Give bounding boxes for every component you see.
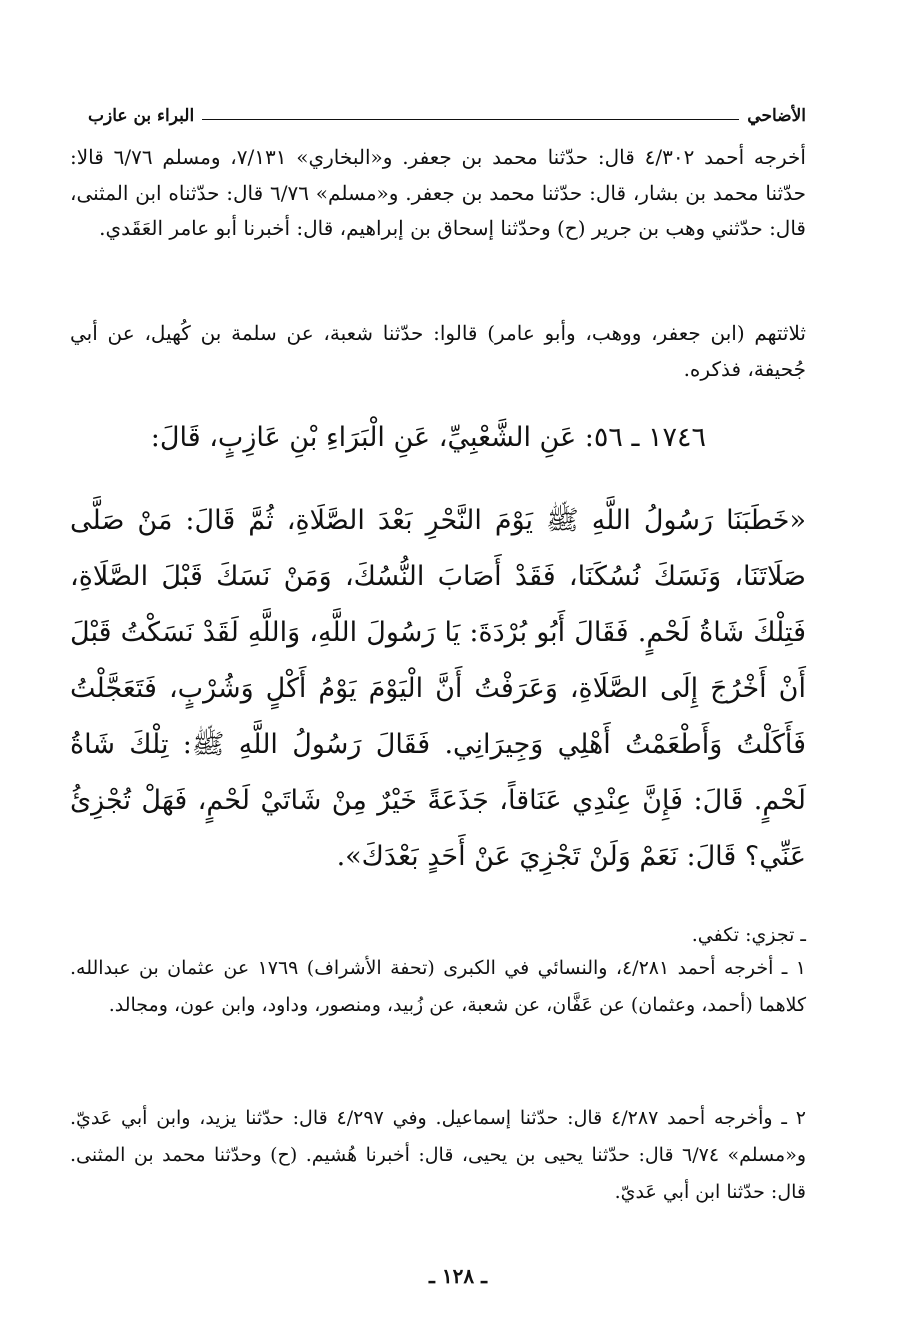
takhrij-paragraph	[70, 140, 806, 247]
header-section-title: البراء بن عازب	[88, 106, 195, 126]
chain-summary-text: ثلاثتهم (ابن جعفر، ووهب، وأبو عامر) قالوا: حدّثنا شعبة، عن سلمة بن كُهيل، عن أبي جُحيفة، فذكره.	[70, 321, 806, 381]
header-rule	[202, 119, 739, 120]
gloss-note	[70, 918, 806, 952]
hadith-text: «خَطَبَنَا رَسُولُ اللَّهِ ﷺ يَوْمَ النَّحْرِ بَعْدَ الصَّلَاةِ، ثُمَّ قَالَ: مَنْ صَلَّى صَلَاتَنَا، وَنَسَكَ نُسُكَنَا، فَقَدْ أَصَابَ النُّسُكَ، وَمَنْ نَسَكَ قَبْلَ الصَّلَاةِ، فَتِلْكَ شَاةُ لَحْمٍ. فَقَالَ أَبُو بُرْدَةَ: يَا رَسُولَ اللَّهِ، وَاللَّهِ لَقَدْ نَسَكْتُ قَبْلَ أَنْ أَخْرُجَ إِلَى الصَّلَاةِ، وَعَرَفْتُ أَنَّ الْيَوْمَ يَوْمُ أَكْلٍ وَشُرْبٍ، فَتَعَجَّلْتُ فَأَكَلْتُ وَأَطْعَمْتُ أَهْلِي وَجِيرَانِي. فَقَالَ رَسُولُ اللَّهِ ﷺ: تِلْكَ شَاةُ لَحْمٍ. قَالَ: فَإِنَّ عِنْدِي عَنَاقاً، جَذَعَةً خَيْرٌ مِنْ شَاتَيْ لَحْمٍ، فَهَلْ تُجْزِئُ عَنِّي؟ قَالَ: نَعَمْ وَلَنْ تَجْزِيَ عَنْ أَحَدٍ بَعْدَكَ».	[70, 505, 807, 872]
hadith-text-block	[70, 493, 806, 885]
header-chapter-title: الأضاحي	[747, 106, 806, 126]
footnote-2-text: ٢ ـ وأخرجه أحمد ٤/٢٨٧ قال: حدّثنا إسماعيل. وفي ٤/٢٩٧ قال: حدّثنا يزيد، وابن أبي عَديّ. و«مسلم» ٦/٧٤ قال: حدّثنا يحيى بن يحيى، قال: أخبرنا هُشيم. (ح) وحدّثنا محمد بن المثنى. قال: حدّثنا ابن أبي عَديّ.	[70, 1107, 807, 1203]
footnote-1	[70, 950, 806, 1024]
footnote-2	[70, 1100, 806, 1211]
page-number: ـ ١٢٨ ـ	[429, 1264, 487, 1288]
chain-summary-paragraph	[70, 316, 806, 387]
hadith-heading: ١٧٤٦ ـ ٥٦: عَنِ الشَّعْبِيِّ، عَنِ الْبَرَاءِ بْنِ عَازِبٍ، قَالَ:	[150, 422, 706, 453]
gloss-text: ـ تجزي: تكفي.	[691, 924, 806, 946]
footnote-1-text: ١ ـ أخرجه أحمد ٤/٢٨١، والنسائي في الكبرى (تحفة الأشراف) ١٧٦٩ عن عثمان بن عبدالله. كلاهما (أحمد، وعثمان) عن عَفَّان، عن شعبة، عن زُبيد، ومنصور، وداود، وابن عون، ومجالد.	[70, 957, 806, 1016]
running-header	[88, 100, 806, 126]
takhrij-text: أخرجه أحمد ٤/٣٠٢ قال: حدّثنا محمد بن جعفر. و«البخاري» ٧/١٣١، ومسلم ٦/٧٦ قالا: حدّثنا محمد بن بشار، قال: حدّثنا محمد بن جعفر. و«مسلم» ٦/٧٦ قال: حدّثناه ابن المثنى، قال: حدّثني وهب بن جرير (ح) وحدّثنا إسحاق بن إبراهيم، قال: أخبرنا أبو عامر العَقَدي.	[70, 145, 806, 240]
